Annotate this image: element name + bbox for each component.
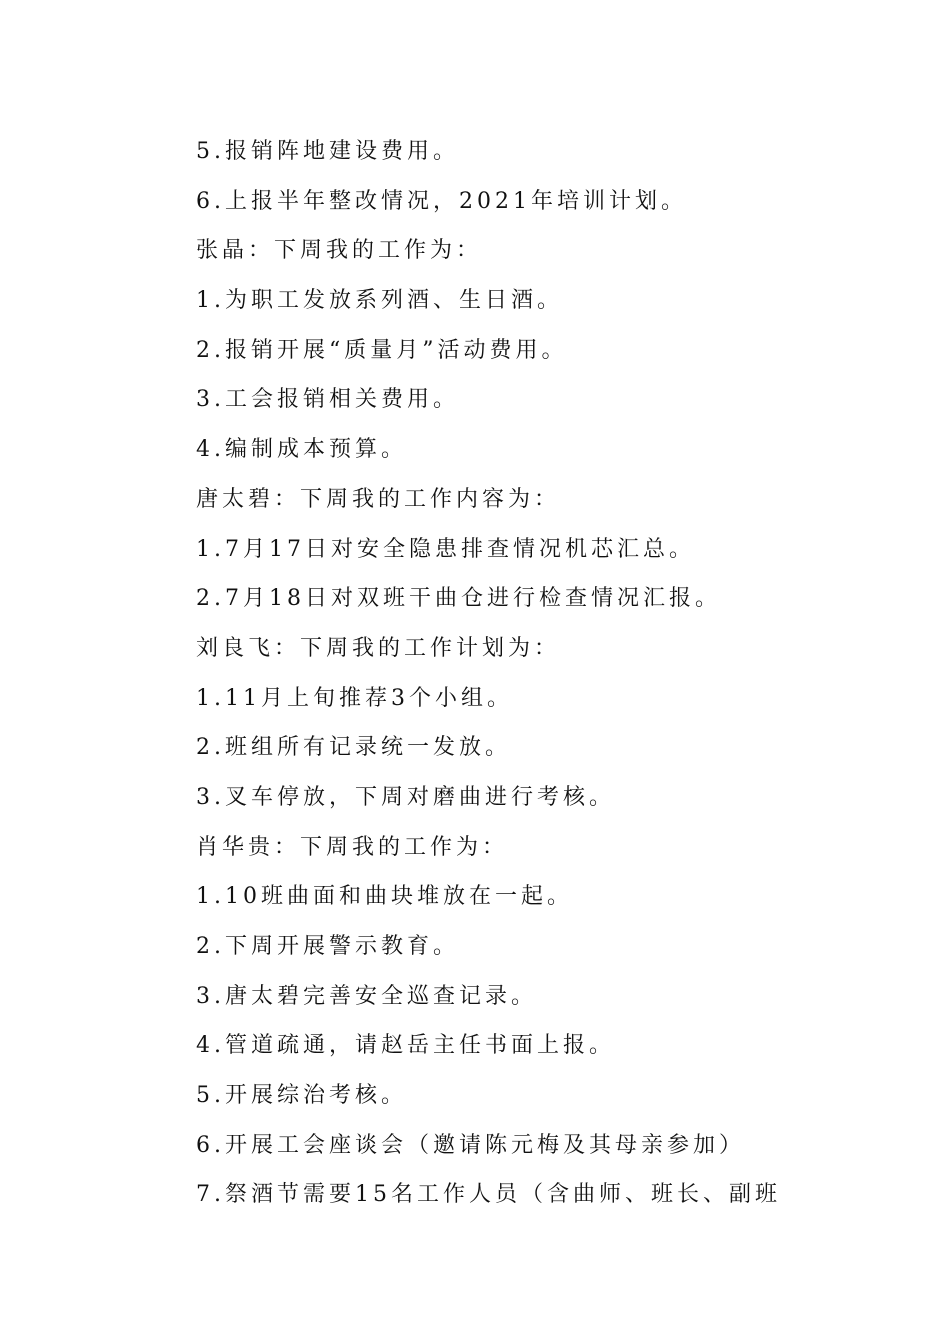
text-line: 5.开展综治考核。 [196, 1083, 407, 1109]
text-line: 7.祭酒节需要15名工作人员（含曲师、班长、副班 [196, 1182, 781, 1208]
section-heading: 唐太碧：下周我的工作内容为： [196, 486, 561, 512]
text-line: 6.上报半年整改情况，2021年培训计划。 [196, 188, 687, 214]
text-line: 1.7月17日对安全隐患排查情况机芯汇总。 [196, 536, 695, 562]
text-line: 2.7月18日对双班干曲仓进行检查情况汇报。 [196, 586, 721, 612]
section-heading: 张晶：下周我的工作为： [196, 238, 483, 264]
section-heading: 刘良飞：下周我的工作计划为： [196, 635, 561, 661]
text-line: 3.工会报销相关费用。 [196, 387, 459, 413]
text-line: 3.叉车停放，下周对磨曲进行考核。 [196, 784, 615, 810]
text-line: 2.报销开展“质量月”活动费用。 [196, 337, 568, 363]
document-body [196, 127, 836, 1220]
text-line: 3.唐太碧完善安全巡查记录。 [196, 983, 537, 1009]
text-line: 4.管道疏通，请赵岳主任书面上报。 [196, 1033, 615, 1059]
text-line: 5.报销阵地建设费用。 [196, 139, 459, 164]
text-line: 2.下周开展警示教育。 [196, 934, 459, 959]
text-line: 1.为职工发放系列酒、生日酒。 [196, 288, 563, 314]
text-line: 1.10班曲面和曲块堆放在一起。 [196, 884, 573, 910]
text-line: 6.开展工会座谈会（邀请陈元梅及其母亲参加） [196, 1132, 745, 1158]
text-line: 2.班组所有记录统一发放。 [196, 735, 511, 761]
section-heading: 肖华贵：下周我的工作为： [196, 834, 509, 860]
text-line: 1.11月上旬推荐3个小组。 [196, 685, 513, 711]
text-line: 4.编制成本预算。 [196, 437, 407, 463]
